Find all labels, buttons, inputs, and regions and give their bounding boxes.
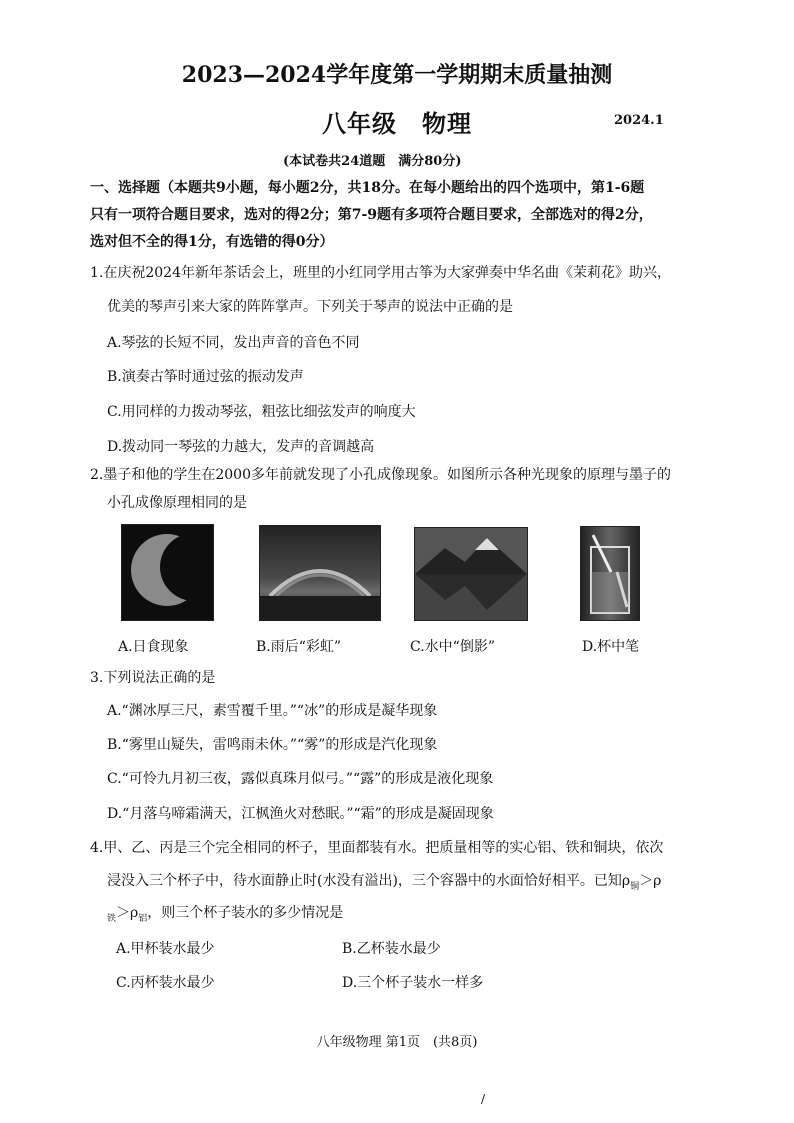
question-1-option-b: B.演奏古筝时通过弦的振动发声 [107, 369, 304, 385]
question-1-option-c: C.用同样的力拨动琴弦，粗弦比细弦发声的响度大 [107, 404, 416, 420]
section-line: 一、选择题（本题共9小题，每小题2分，共18分。在每小题给出的四个选项中，第1-6题 [90, 180, 645, 196]
eclipse-image [121, 524, 214, 621]
pen-in-glass-image [580, 526, 640, 621]
reflection-image [414, 527, 528, 621]
grade-subject: 八年级 物理 [322, 109, 472, 138]
exam-title: 2023—2024学年度第一学期期末质量抽测 [181, 62, 613, 88]
density-subscript-copper: 铜 [630, 881, 640, 892]
exam-note: (本试卷共24道题 满分80分) [283, 154, 462, 169]
question-4-option-b: B.乙杯装水最少 [342, 941, 441, 957]
density-subscript-iron: 铁 [107, 913, 117, 924]
question-2-stem: 2.墨子和他的学生在2000多年前就发现了小孔成像现象。如图所示各种光现象的原理与墨子的 [90, 467, 671, 483]
question-2-option-b: B.雨后“彩虹” [256, 639, 342, 655]
page-mark: / [481, 1092, 486, 1106]
rainbow-icon [260, 526, 380, 620]
question-3-option-c: C.“可怜九月初三夜，露似真珠月似弓。”“露”的形成是液化现象 [107, 771, 494, 787]
question-4-stem-cont [107, 871, 661, 897]
eclipse-icon [122, 525, 213, 620]
question-1-option-a: A.琴弦的长短不同，发出声音的音色不同 [107, 335, 360, 351]
question-4-option-a: A.甲杯装水最少 [116, 941, 215, 957]
page-footer: 八年级物理 第1页 (共8页) [316, 1035, 478, 1050]
mountain-reflection-icon [415, 528, 527, 620]
question-3-option-b: B.“雾里山疑失，雷鸣雨未休。”“雾”的形成是汽化现象 [107, 737, 438, 753]
question-2-option-d: D.杯中笔 [582, 639, 640, 655]
pen-glass-icon [581, 527, 639, 620]
density-subscript-aluminum: 铝 [138, 913, 148, 924]
exam-date: 2024.1 [614, 113, 664, 128]
question-3-option-d: D.“月落乌啼霜满天，江枫渔火对愁眠。”“霜”的形成是凝固现象 [107, 806, 494, 822]
q4-text: ＞ρ [116, 905, 139, 921]
section-line: 只有一项符合题目要求，选对的得2分；第7-9题有多项符合题目要求，全部选对的得2分， [90, 207, 653, 223]
question-1-option-d: D.拨动同一琴弦的力越大，发声的音调越高 [107, 439, 375, 455]
rainbow-image [259, 525, 381, 621]
question-2-stem-cont: 小孔成像原理相同的是 [107, 495, 247, 511]
q4-text: ，则三个杯子装水的多少情况是 [147, 905, 344, 921]
q4-text: ＞ρ [639, 873, 662, 889]
question-3-stem: 3.下列说法正确的是 [90, 670, 216, 686]
q4-text: 浸没入三个杯子中，待水面静止时(水没有溢出)，三个容器中的水面恰好相平。已知ρ [107, 873, 631, 889]
question-1-stem-cont: 优美的琴声引来大家的阵阵掌声。下列关于琴声的说法中正确的是 [107, 299, 513, 315]
question-4-option-c: C.丙杯装水最少 [116, 975, 215, 991]
question-4-stem-cont2 [107, 903, 343, 929]
section-instructions [90, 175, 740, 256]
question-4-stem: 4.甲、乙、丙是三个完全相同的杯子，里面都装有水。把质量相等的实心铝、铁和铜块，依次 [90, 840, 664, 856]
question-1-stem: 1.在庆祝2024年新年茶话会上，班里的小红同学用古筝为大家弹奏中华名曲《茉莉花》助兴， [90, 265, 671, 281]
question-4-option-d: D.三个杯子装水一样多 [342, 975, 484, 991]
question-3-option-a: A.“渊冰厚三尺，素雪覆千里。”“冰”的形成是凝华现象 [107, 703, 438, 719]
question-2-option-c: C.水中“倒影” [410, 639, 495, 655]
question-2-option-a: A.日食现象 [118, 639, 189, 655]
section-line: 选对但不全的得1分，有选错的得0分） [90, 234, 334, 250]
